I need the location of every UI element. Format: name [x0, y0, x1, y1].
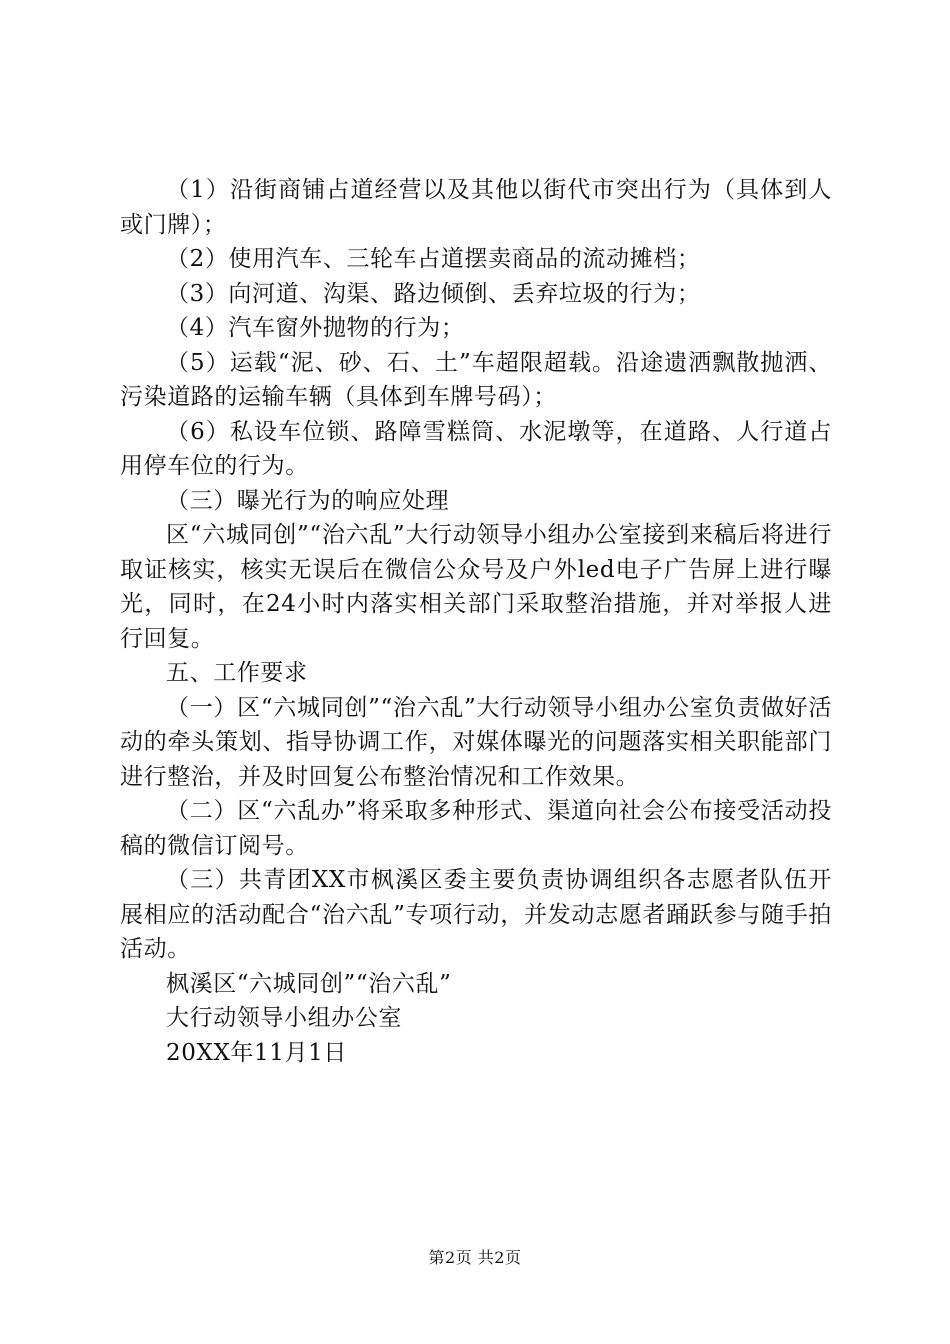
paragraph-requirement-2: （二）区“六乱办”将采取多种形式、渠道向社会公布接受活动投稿的微信订阅号。	[120, 798, 832, 859]
page-footer: 第2页 共2页	[428, 1248, 522, 1267]
document-body	[120, 173, 832, 1070]
paragraph-item-2: （2）使用汽车、三轮车占道摆卖商品的流动摊档；	[166, 246, 701, 272]
signature-date: 20XX年11月1日	[166, 1039, 347, 1066]
paragraph-item-1: （1）沿街商铺占道经营以及其他以街代市突出行为（具体到人或门牌）；	[120, 177, 832, 238]
paragraph-item-5: （5）运载“泥、砂、石、土”车超限超载。沿途遗洒飘散抛洒、污染道路的运输车辆（具体到车牌号码）；	[120, 349, 832, 410]
signature-org-line2: 大行动领导小组办公室	[166, 1005, 402, 1031]
paragraph-item-3: （3）向河道、沟渠、路边倾倒、丢弃垃圾的行为；	[166, 280, 701, 307]
paragraph-requirement-1: （一）区“六城同创”“治六乱”大行动领导小组办公室负责做好活动的牵头策划、指导协调工作，对媒体曝光的问题落实相关职能部门进行整治，并及时回复公布整治情况和工作效果。	[120, 694, 832, 790]
section-heading-requirements: 五、工作要求	[166, 660, 308, 686]
paragraph-requirement-3: （三）共青团XX市枫溪区委主要负责协调组织各志愿者队伍开展相应的活动配合“治六乱”专项行动，并发动志愿者踊跃参与随手拍活动。	[120, 867, 832, 962]
signature-org-line1: 枫溪区“六城同创”“治六乱”	[166, 970, 452, 997]
paragraph-item-6: （6）私设车位锁、路障雪糕筒、水泥墩等，在道路、人行道占用停车位的行为。	[120, 418, 832, 479]
paragraph-response: 区“六城同创”“治六乱”大行动领导小组办公室接到来稿后将进行取证核实，核实无误后在微信公众号及户外led电子广告屏上进行曝光，同时，在24小时内落实相关部门采取整治措施，并对举报人进行回复。	[120, 522, 832, 652]
section-heading-response: （三）曝光行为的响应处理	[166, 487, 450, 514]
paragraph-item-4: （4）汽车窗外抛物的行为；	[166, 315, 465, 341]
